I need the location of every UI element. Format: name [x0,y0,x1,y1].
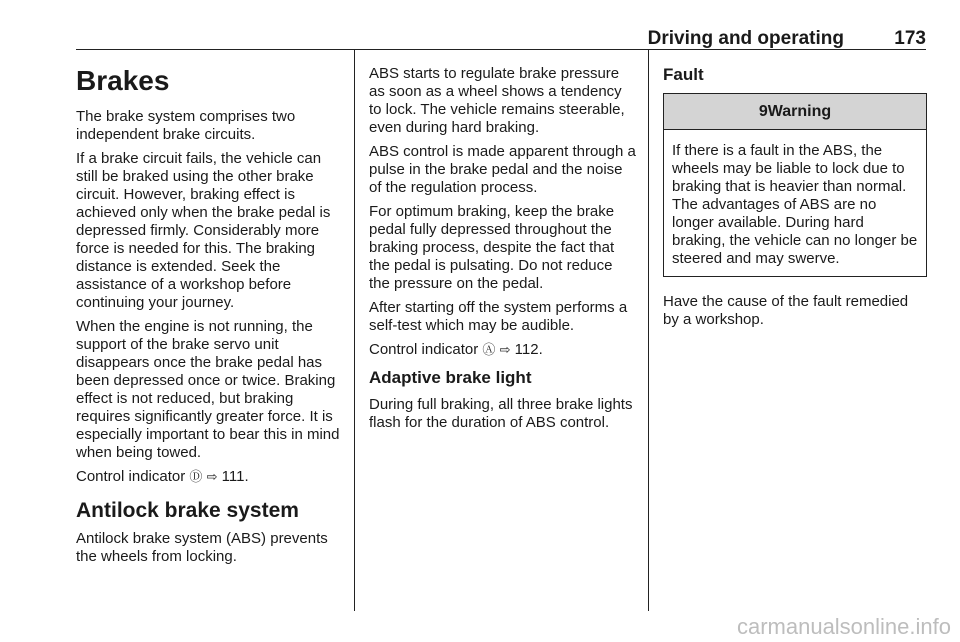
heading-brakes: Brakes [76,65,170,96]
column-2 [369,65,637,438]
page-number: 173 [894,28,926,49]
heading-fault: Fault [663,65,704,84]
control-indicator-label: Control indicator [76,468,186,485]
column-divider [648,49,649,611]
paragraph: If a brake circuit fails, the vehicle can still be braked using the other brake circuit. However, braking effect is achieved only when the brake pedal is depressed firmly. Considerably more force is needed for this. The braking distance is extended. Seek the assistance of a workshop before continuing your journey. [76,150,331,311]
paragraph: ABS control is made apparent through a pulse in the brake pedal and the noise of the regulation process. [369,143,636,196]
page-ref: 112. [514,341,543,358]
column-1 [76,60,344,572]
column-3 [663,65,927,335]
heading-adaptive-brake-light: Adaptive brake light [369,368,532,387]
control-indicator-line [369,341,637,359]
warning-box [663,93,927,277]
paragraph: For optimum braking, keep the brake pedal fully depressed throughout the braking process, despite the fact that the pedal is pulsating. Do not reduce the pressure on the pedal. [369,203,615,292]
paragraph: Antilock brake system (ABS) prevents the wheels from locking. [76,530,328,565]
header-rule [76,49,926,50]
heading-antilock-brake-system: Antilock brake system [76,499,299,522]
paragraph: ABS starts to regulate brake pressure as soon as a wheel shows a tendency to lock. The vehicle remains steerable, even during hard braking. [369,65,625,136]
paragraph: Have the cause of the fault remedied by a workshop. [663,293,909,328]
column-divider [354,49,355,611]
control-indicator-label: Control indicator [369,341,479,358]
abs-indicator-icon: Ⓐ [482,342,496,357]
warning-title: Warning [767,103,832,120]
warning-text: If there is a fault in the ABS, the wheels may be liable to lock due to braking that is heavier than normal. The advantages of ABS are no longer available. During hard braking, the vehicle can no longer be steered and may swerve. [672,142,918,267]
page-ref: 111. [221,468,249,485]
watermark: carmanualsonline.info [736,614,951,639]
page-ref-arrow-icon: ⇨ [206,469,218,484]
paragraph: During full braking, all three brake lights flash for the duration of ABS control. [369,396,633,431]
control-indicator-line [76,468,344,486]
page-header [76,28,926,48]
section-title: Driving and operating [647,28,844,49]
paragraph: When the engine is not running, the support of the brake servo unit disappears once the brake pedal has been depressed once or twice. Braking effect is not reduced, but braking requires significantly greater force. It is especially important to bear this in mind when being towed. [76,318,340,461]
warning-header [664,94,926,130]
warning-icon: 9 [758,103,768,120]
page-ref-arrow-icon: ⇨ [499,342,511,357]
paragraph: After starting off the system performs a self-test which may be audible. [369,299,628,334]
paragraph: The brake system comprises two independent brake circuits. [76,108,296,143]
brake-indicator-icon: Ⓓ [189,469,203,484]
